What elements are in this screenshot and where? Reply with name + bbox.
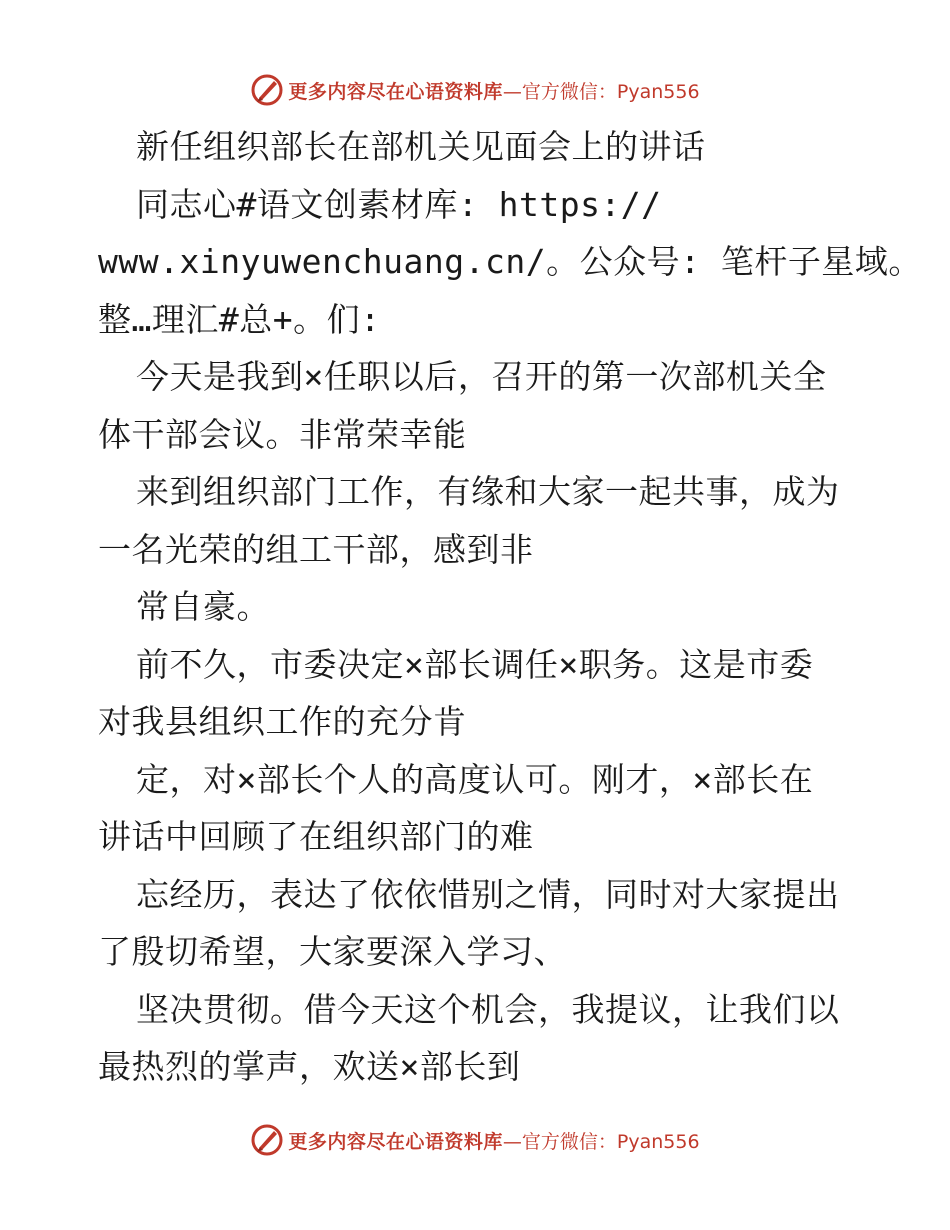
text-line: 对我县组织工作的充分肯 [98,702,467,741]
quill-logo-icon [250,73,284,107]
quill-logo-icon [250,1123,284,1157]
text-line: 整…理汇#总+。们: [98,299,381,339]
text-line: 常自豪。 [136,587,270,626]
text-line: 讲话中回顾了在组织部门的难 [98,817,534,856]
footer-banner [0,1120,950,1160]
text-line: 最热烈的掌声，欢送×部长到 [98,1047,521,1086]
text-line: 定，对×部长个人的高度认可。刚才，×部长在 [136,759,814,799]
banner-sub-text: —官方微信：Pyan556 [502,80,700,103]
banner-main-text: 更多内容尽在心语资料库 [288,1130,503,1153]
text-line: 来到组织部门工作，有缘和大家一起共事，成为 [136,472,840,511]
text-line: 忘经历，表达了依依惜别之情，同时对大家提出 [136,874,840,914]
text-line: 今天是我到×任职以后，召开的第一次部机关全 [136,357,827,396]
document-body [98,118,922,1096]
banner-main-text: 更多内容尽在心语资料库 [288,80,503,103]
text-line: 体干部会议。非常荣幸能 [98,414,467,454]
text-line: 新任组织部长在部机关见面会上的讲话 [136,127,706,166]
text-line: 了殷切希望，大家要深入学习、 [98,932,567,971]
text-line: 同志心#语文创素材库: https:// [136,184,662,224]
text-line: www.xinyuwenchuang.cn/。公众号: 笔杆子星域。 [98,242,922,281]
text-line: 坚决贯彻。借今天这个机会，我提议，让我们以 [136,989,840,1029]
banner-sub-text: —官方微信：Pyan556 [502,1130,700,1153]
text-line: 一名光荣的组工干部，感到非 [98,529,534,569]
text-line: 前不久，市委决定×部长调任×职务。这是市委 [136,644,814,684]
header-banner [0,70,950,110]
